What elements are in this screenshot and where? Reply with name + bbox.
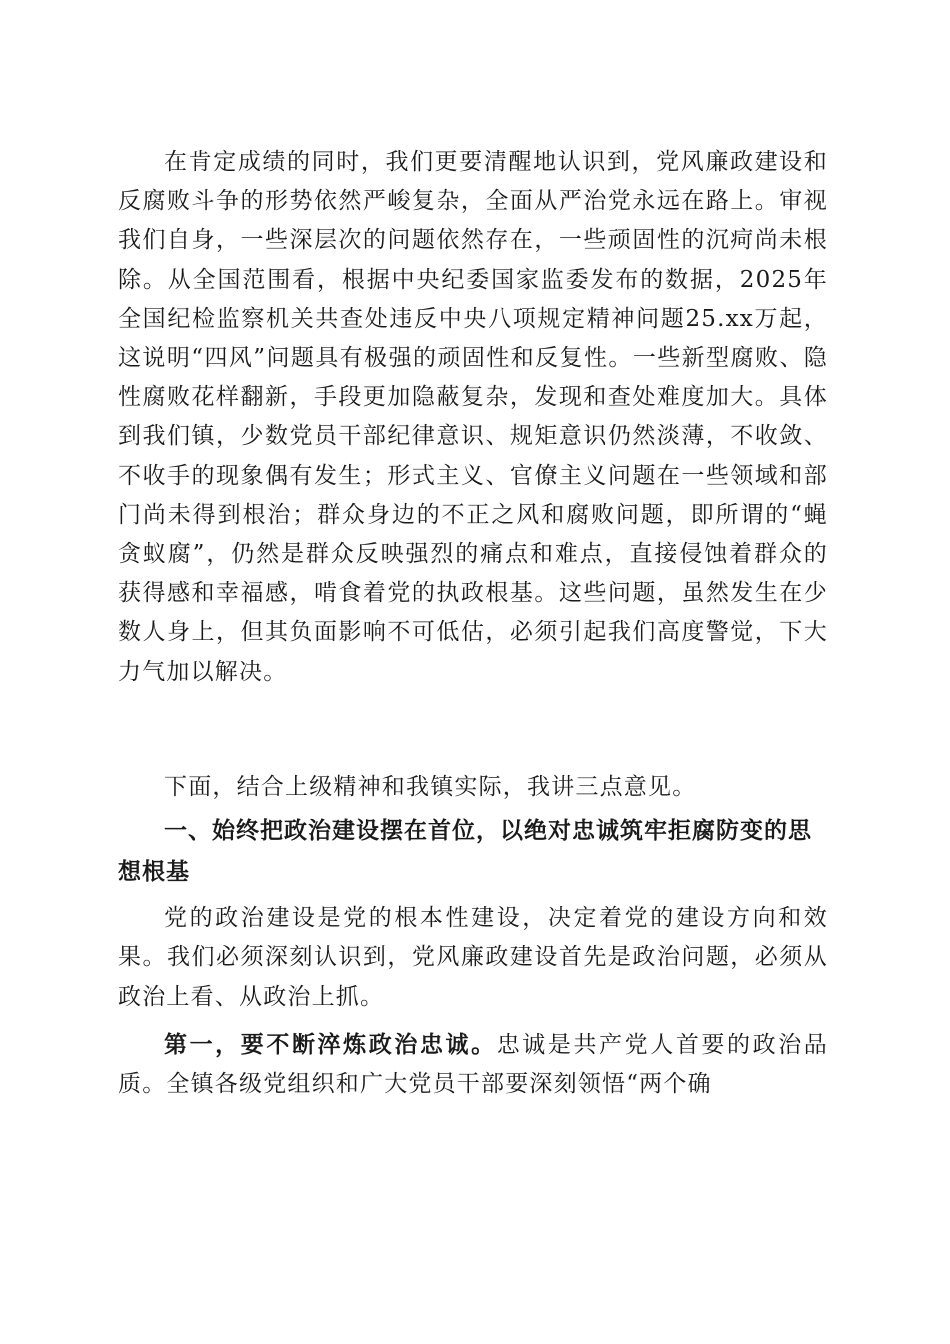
- paragraph-transition: 下面，结合上级精神和我镇实际，我讲三点意见。: [164, 774, 697, 800]
- paragraph-loyalty: [118, 1025, 828, 1104]
- paragraph-body: 忠诚是共产党人首要的政治品质。全镇各级党组织和广大党员干部要深刻领悟“两个确: [118, 1031, 828, 1098]
- section-heading-1: 一、始终把政治建设摆在首位，以绝对忠诚筑牢拒腐防变的思想根基: [118, 818, 812, 886]
- paragraph-situation: 在肯定成绩的同时，我们更要清醒地认识到，党风廉政建设和反腐败斗争的形势依然严峻复杂，全面从严治党永远在路上。审视我们自身，一些深层次的问题依然存在，一些顽固性的沉疴尚未根除。从全国范围看，根据中央纪委国家监委发布的数据，2025年全国纪检监察机关共查处违反中央八项规定精神问题25.xx万起，这说明“四风”问题具有极强的顽固性和反复性。一些新型腐败、隐性腐败花样翻新，手段更加隐蔽复杂，发现和查处难度加大。具体到我们镇，少数党员干部纪律意识、规矩意识仍然淡薄，不收敛、不收手的现象偶有发生；形式主义、官僚主义问题在一些领域和部门尚未得到根治；群众身边的不正之风和腐败问题，即所谓的“蝇贪蚁腐”，仍然是群众反映强烈的痛点和难点，直接侵蚀着群众的获得感和幸福感，啃食着党的执政根基。这些问题，虽然发生在少数人身上，但其负面影响不可低估，必须引起我们高度警觉，下大力气加以解决。: [118, 149, 828, 685]
- paragraph-lead-phrase: 第一，要不断淬炼政治忠诚。: [164, 1030, 497, 1058]
- paragraph-political-building: 党的政治建设是党的根本性建设，决定着党的建设方向和效果。我们必须深刻认识到，党风廉政建设首先是政治问题，必须从政治上看、从政治上抓。: [118, 905, 828, 1010]
- document-page: [118, 143, 828, 1104]
